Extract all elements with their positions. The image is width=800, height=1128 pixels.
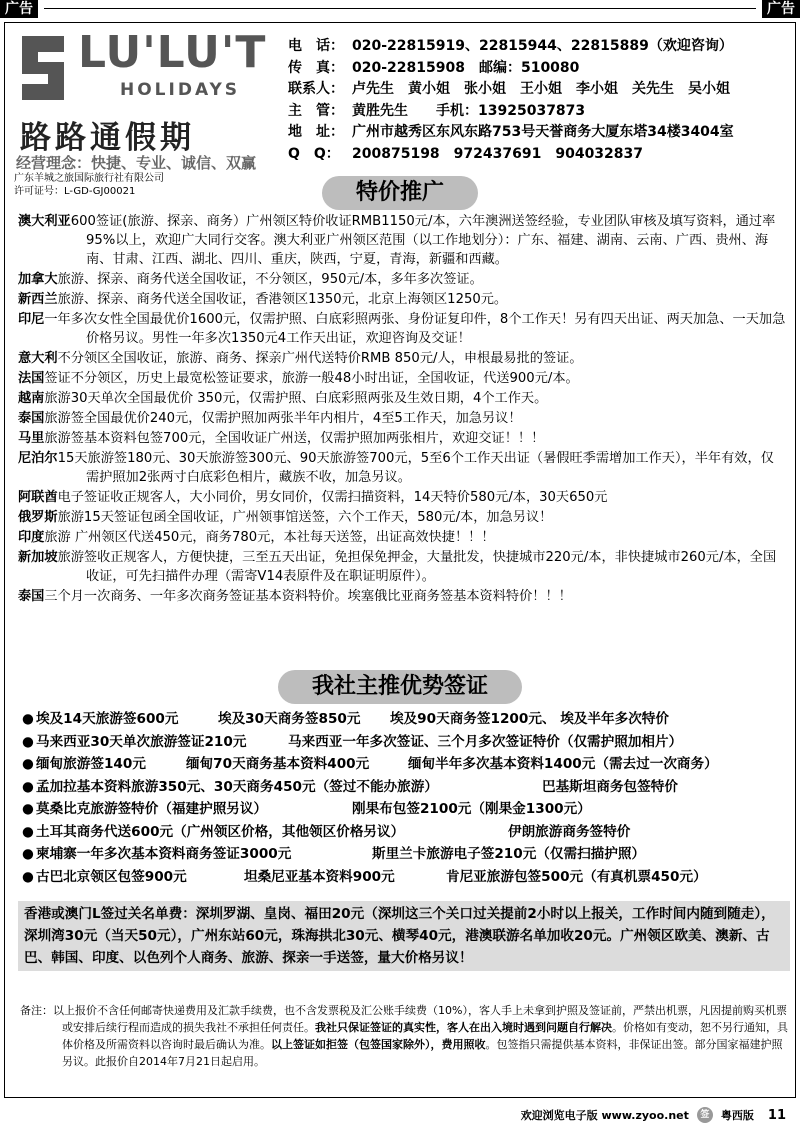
contact-block [288,36,793,165]
company-info [14,172,164,198]
featured-row: ● 缅甸旅游签140元 缅甸70天商务基本资料400元 缅甸半年多次基本资料1400元（需去过一次商务） [22,753,786,776]
specials-list [18,212,786,607]
edition-label: 粤西版 [720,1109,754,1122]
bullet-icon: ● [22,756,34,772]
contact-row-fax: 传 真： 020-22815908 邮编：510080 [288,59,580,76]
featured-row: ● 孟加拉基本资料旅游350元、30天商务450元（签过不能办旅游） 巴基斯坦商务包签特价 [22,776,786,799]
ad-label-right: 广告 [762,0,800,18]
list-item: 加拿大旅游、探亲、商务代送全国收证，不分领区，950元/本，多年多次签证。 [18,272,483,287]
featured-row: ● 古巴北京领区包签900元 坦桑尼亚基本资料900元 肯尼亚旅游包签500元（有真机票450元） [22,866,786,889]
license-number: 许可证号：L-GD-GJ00021 [14,186,136,197]
list-item: 俄罗斯旅游15天签证包函全国收证，广州领事馆送签，六个工作天，580元/本，加急另议！ [18,510,553,525]
logo-cn: 路路通假期 [20,120,195,156]
list-item: 越南旅游30天单次全国最优价 350元，仅需护照、白底彩照两张及生效日期，4个工作天。 [18,391,548,406]
section-title-featured: 我社主推优势签证 [278,670,522,704]
bullet-icon: ● [22,823,34,840]
bullet-icon: ● [22,868,34,885]
featured-list [22,708,786,888]
hk-macau-notice: 香港或澳门L签过关名单费：深圳罗湖、皇岗、福田20元（深圳这三个关口过关提前2小时以上报关，工作时间内随到随走），深圳湾30元（当天50元），广州东站60元，珠海拱北30元、横琴40元，港澳联游名单加收20元。广州领区欧美、澳新、古巴、韩国、印度、以色列个人商务、旅游、探亲一手送签，量大价格另议！ [18,901,790,971]
remarks: 备注：以上报价不含任何邮寄快递费用及汇款手续费，也不含发票税及汇公账手续费（10%），客人手上未拿到护照及签证前，严禁出机票，凡因提前购买机票或安排后续行程而造成的损失我社不承担任何责任。我社只保证签证的真实性，客人在出入境时遇到问题自行解决。价格如有变动，恕不另行通知，具体价格及所需资料以咨询时最后确认为准。以上签证如拒签（包签国家除外），费用照收。包签指只需提供基本资料，非保证出签。部分国家福建护照另议。此报价自2014年7月21日起启用。 [20,1004,788,1068]
contact-row-phone: 电 话： 020-22815919、22815944、22815889（欢迎咨询） [288,38,733,54]
list-item: 意大利不分领区全国收证，旅游、商务、探亲广州代送特价RMB 850元/人，申根最易批的签证。 [18,351,583,366]
bullet-icon: ● [22,733,34,750]
edition-badge-icon: 签 [697,1107,713,1123]
footer-link-text[interactable]: 欢迎浏览电子版 www.zyoo.net [520,1109,689,1122]
featured-row: ● 埃及14天旅游签600元 埃及30天商务签850元 埃及90天商务签1200元、 埃及半年多次特价 [22,708,786,731]
list-item: 新加坡旅游签收正规客人，方便快捷，三至五天出证，免担保免押金，大量批发，快捷城市220元/本，非快捷城市260元/本，全国收证，可先扫描件办理（需寄V14表原件及在职证明原件）。 [18,550,777,584]
contact-row-people: 联系人： 卢先生 黄小姐 张小姐 王小姐 李小姐 关先生 吴小姐 [288,81,730,97]
logo-motto: 经营理念：快捷、专业、诚信、双赢 [16,154,257,172]
page-number: 11 [767,1107,786,1123]
list-item: 尼泊尔15天旅游签180元、30天旅游签300元、90天旅游签700元，5至6个工作天出证（暑假旺季需增加工作天），半年有效，仅需护照加2张两寸白底彩色相片，藏族不收，加急另议。 [18,451,774,485]
company-name: 广东羊城之旅国际旅行社有限公司 [14,173,164,184]
list-item: 泰国旅游签全国最优价240元，仅需护照加两张半年内相片，4至5工作天，加急另议！ [18,411,522,426]
list-item: 印尼一年多次女性全国最优价1600元，仅需护照、白底彩照两张、身份证复印件，8个工作天！另有四天出证、两天加急、一天加急价格另议。男性一年多次1350元4工作天出证，欢迎咨询及交证！ [18,312,786,346]
logo-sub: HOLIDAYS [120,80,241,100]
logo-en: LU'LU'T [78,27,267,78]
contact-row-qq: Q Q： 200875198 972437691 904032837 [288,145,644,162]
top-rule [44,8,756,9]
list-item: 马里旅游签基本资料包签700元，全国收证广州送，仅需护照加两张相片，欢迎交证！！！ [18,431,545,446]
list-item: 泰国三个月一次商务、一年多次商务签证基本资料特价。埃塞俄比亚商务签基本资料特价！！！ [18,589,572,604]
featured-row: ● 土耳其商务代送600元（广州领区价格，其他领区价格另议） 伊朗旅游商务签特价 [22,821,786,844]
ad-label-left: 广告 [0,0,38,18]
logo [14,27,279,180]
list-item: 法国签证不分领区，历史上最宽松签证要求，旅游一般48小时出证，全国收证，代送900元/本。 [18,371,579,386]
contact-row-address: 地 址： 广州市越秀区东风东路753号天誉商务大厦东塔34楼3404室 [288,124,734,140]
list-item: 澳大利亚600签证(旅游、探亲、商务）广州领区特价收证RMB1150元/本，六年澳洲送签经验，专业团队审核及填写资料，通过率95%以上，欢迎广大同行交客。澳大利亚广州领区范围（以工作地划分）：广东、福建、湖南、云南、广西、贵州、海南、甘肃、江西、湖北、四川、重庆，陕西，宁夏，青海，新疆和西藏。 [18,214,776,267]
bullet-icon: ● [22,778,34,795]
featured-row: ● 莫桑比克旅游签特价（福建护照另议） 刚果布包签2100元（刚果金1300元） [22,798,786,821]
featured-row: ● 马来西亚30天单次旅游签证210元 马来西亚一年多次签证、三个月多次签证特价（仅需护照加相片） [22,731,786,754]
featured-row: ● 柬埔寨一年多次基本资料商务签证3000元 斯里兰卡旅游电子签210元（仅需扫描护照） [22,843,786,866]
footer [521,1107,786,1123]
bullet-icon: ● [22,846,34,862]
bullet-icon: ● [22,711,34,727]
list-item: 印度旅游 广州领区代送450元，商务780元，本社每天送签，出证高效快捷！！！ [18,530,495,545]
contact-row-manager: 主 管： 黄胜先生 手机：13925037873 [288,102,586,119]
logo-s-icon [16,32,70,104]
section-title-specials: 特价推广 [322,176,478,210]
bullet-icon: ● [22,801,34,817]
list-item: 新西兰旅游、探亲、商务代送全国收证，香港领区1350元，北京上海领区1250元。 [18,292,508,307]
list-item: 阿联酋电子签证收正规客人，大小同价，男女同价，仅需扫描资料，14天特价580元/本，30天650元 [18,490,608,505]
